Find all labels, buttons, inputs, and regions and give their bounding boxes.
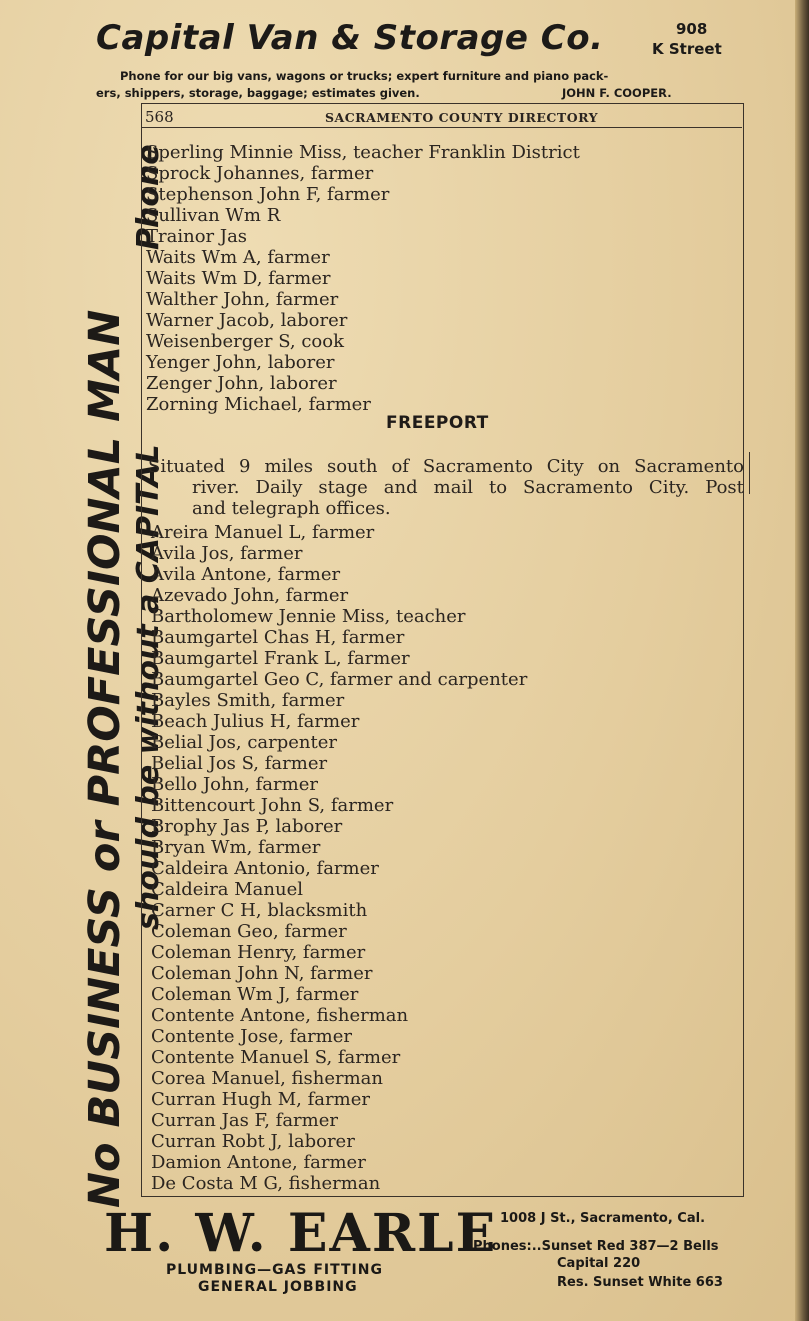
list-item: Carner C H, blacksmith — [151, 900, 368, 921]
list-item: Brophy Jas P, laborer — [151, 816, 343, 837]
list-item: Curran Robt J, laborer — [151, 1131, 355, 1152]
list-item: Weisenberger S, cook — [146, 331, 344, 352]
list-item: Baumgartel Frank L, farmer — [151, 648, 410, 669]
list-item: Coleman Wm J, farmer — [151, 984, 359, 1005]
description-line-1 — [148, 456, 744, 477]
list-item: Bittencourt John S, farmer — [151, 795, 394, 816]
word: mail — [433, 477, 473, 498]
word: miles — [264, 456, 313, 477]
footer-address: 1008 J St., Sacramento, Cal. — [500, 1211, 706, 1226]
list-item: Belial Jos S, farmer — [151, 753, 328, 774]
word: 9 — [239, 456, 251, 477]
list-item: Zorning Michael, farmer — [146, 394, 371, 415]
word: stage — [318, 477, 368, 498]
side-ad-phone-word: Phone — [131, 144, 166, 250]
list-item: Damion Antone, farmer — [151, 1152, 366, 1173]
footer-phone-line3: Res. Sunset White 663 — [557, 1275, 723, 1290]
list-item: Coleman John N, farmer — [151, 963, 373, 984]
word: Daily — [255, 477, 303, 498]
header-company-name: Capital Van & Storage Co. — [96, 18, 604, 58]
list-item: Sperling Minnie Miss, teacher Franklin District — [146, 142, 580, 163]
header-address-street: K Street — [652, 40, 722, 58]
word: Sacramento — [634, 456, 744, 477]
word: Situated — [148, 456, 226, 477]
list-item: Avila Jos, farmer — [151, 543, 303, 564]
word: to — [488, 477, 508, 498]
list-item: Contente Antone, fisherman — [151, 1005, 409, 1026]
list-item: Baumgartel Chas H, farmer — [151, 627, 405, 648]
list-item: Baumgartel Geo C, farmer and carpenter — [151, 669, 528, 690]
list-item: Coleman Geo, farmer — [151, 921, 347, 942]
page-number: 568 — [145, 108, 174, 126]
list-item: Waits Wm D, farmer — [146, 268, 331, 289]
list-item: Curran Jas F, farmer — [151, 1110, 338, 1131]
entries-list-freeport — [151, 522, 751, 1194]
section-title: FREEPORT — [386, 413, 489, 433]
description-line-2 — [148, 477, 744, 498]
word: City — [546, 456, 584, 477]
list-item: Avila Antone, farmer — [151, 564, 341, 585]
word: Post — [705, 477, 744, 498]
list-item: Walther John, farmer — [146, 289, 339, 310]
section-description — [148, 456, 744, 519]
footer-advertiser-name: H. W. EARLE — [104, 1203, 498, 1264]
list-item: Caldeira Antonio, farmer — [151, 858, 379, 879]
word: Sacramento — [422, 456, 533, 477]
list-item: Beach Julius H, farmer — [151, 711, 360, 732]
description-bracket — [745, 452, 750, 494]
list-item: Contente Jose, farmer — [151, 1026, 352, 1047]
list-item: Zenger John, laborer — [146, 373, 337, 394]
list-item: Warner Jacob, laborer — [146, 310, 348, 331]
list-item: Areira Manuel L, farmer — [151, 522, 375, 543]
word: south — [326, 456, 378, 477]
description-line-3: and telegraph offices. — [192, 498, 391, 519]
list-item: Stephenson John F, farmer — [146, 184, 390, 205]
list-item: Azevado John, farmer — [151, 585, 349, 606]
list-item: Sprock Johannes, farmer — [146, 163, 374, 184]
word: river. — [192, 477, 240, 498]
header-owner: JOHN F. COOPER. — [562, 86, 672, 100]
list-item: De Costa M G, fisherman — [151, 1173, 381, 1194]
list-item: Curran Hugh M, farmer — [151, 1089, 370, 1110]
list-item: Caldeira Manuel — [151, 879, 304, 900]
word: Sacramento — [523, 477, 633, 498]
list-item: Bryan Wm, farmer — [151, 837, 321, 858]
footer-service-line2: GENERAL JOBBING — [198, 1279, 358, 1295]
list-item: Contente Manuel S, farmer — [151, 1047, 401, 1068]
list-item: Yenger John, laborer — [146, 352, 335, 373]
list-item: Belial Jos, carpenter — [151, 732, 338, 753]
entries-list-top — [146, 142, 746, 415]
list-item: Waits Wm A, farmer — [146, 247, 330, 268]
side-ad-outer-text: No BUSINESS or PROFESSIONAL MAN — [80, 309, 130, 1208]
footer-phone-line1: Phones:..Sunset Red 387—2 Bells — [473, 1239, 719, 1254]
header-tagline-line2: ers, shippers, storage, baggage; estimates given. — [96, 86, 420, 100]
word: and — [383, 477, 418, 498]
list-item: Bayles Smith, farmer — [151, 690, 345, 711]
list-item: Coleman Henry, farmer — [151, 942, 366, 963]
header-tagline-line1: Phone for our big vans, wagons or trucks; expert furniture and piano pack- — [120, 69, 609, 83]
list-item: Trainor Jas — [146, 226, 248, 247]
list-item: Corea Manuel, fisherman — [151, 1068, 384, 1089]
footer-phone-line2: Capital 220 — [557, 1256, 641, 1271]
word: City. — [648, 477, 690, 498]
list-item: Bartholomew Jennie Miss, teacher — [151, 606, 466, 627]
word: of — [391, 456, 409, 477]
list-item: Sullivan Wm R — [146, 205, 281, 226]
page-edge-shadow — [795, 0, 809, 1321]
running-title: SACRAMENTO COUNTY DIRECTORY — [325, 110, 599, 125]
header-address-number: 908 — [676, 20, 708, 38]
list-item: Bello John, farmer — [151, 774, 318, 795]
word: on — [597, 456, 621, 477]
footer-service-line1: PLUMBING—GAS FITTING — [166, 1262, 383, 1278]
side-ad-inner-text: should be without a CAPITAL — [131, 444, 166, 930]
